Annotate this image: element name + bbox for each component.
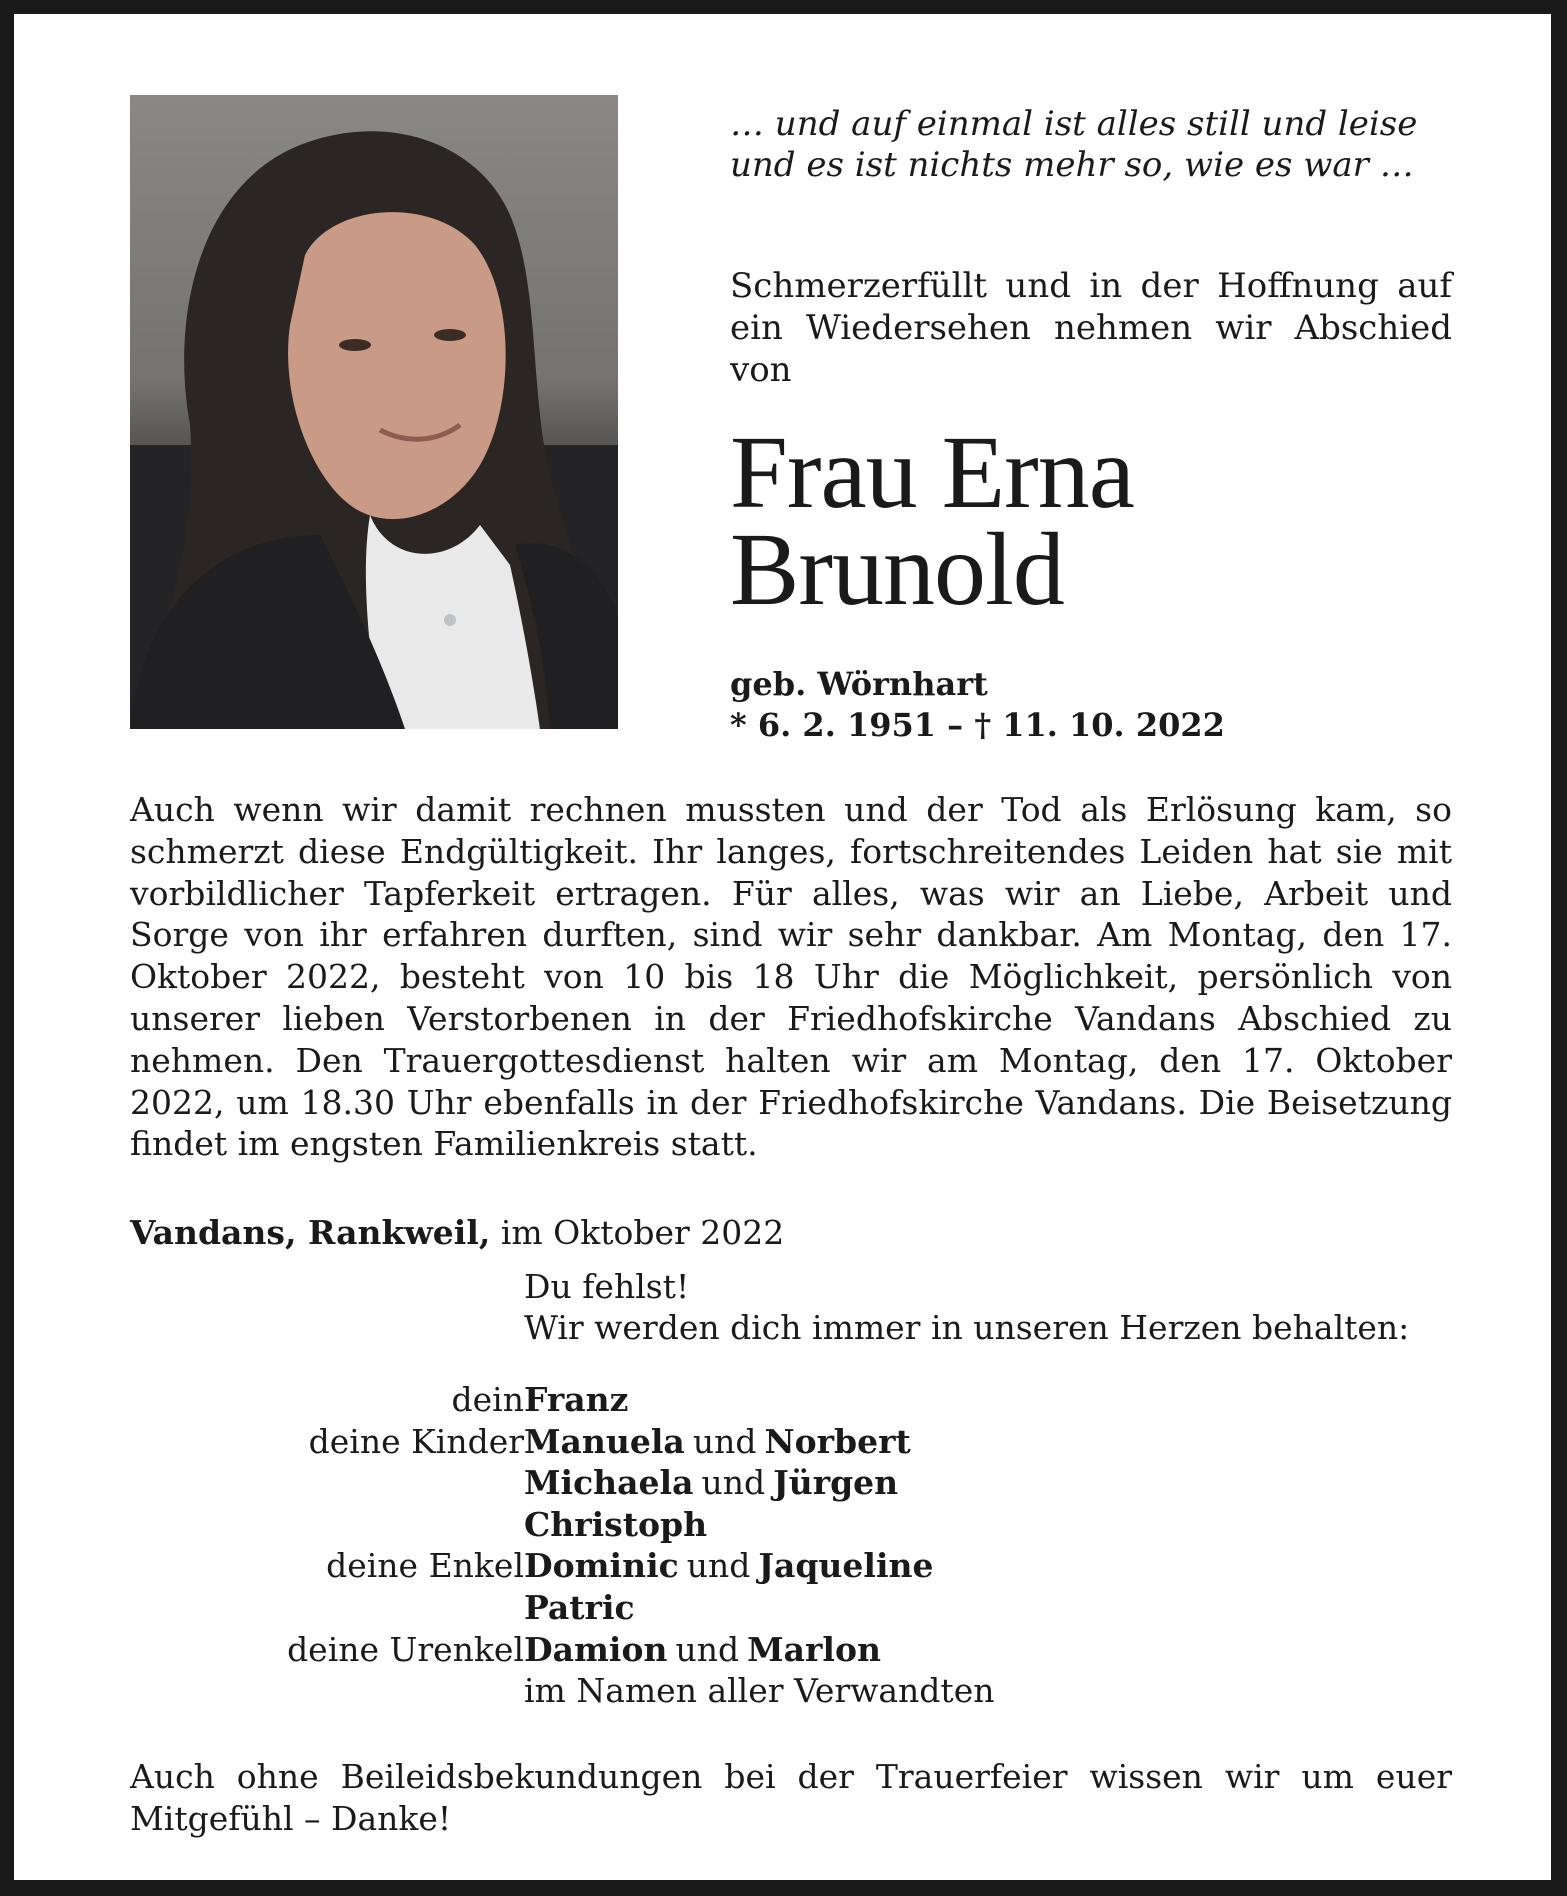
survivor-names: [524, 1587, 635, 1629]
survivor-row: [14, 1504, 1551, 1546]
poem-quote: [730, 104, 1417, 186]
survivor-relation: deine Urenkel: [287, 1629, 524, 1669]
farewell-text: [524, 1266, 1409, 1348]
survivor-name: Marlon: [747, 1629, 881, 1669]
birth-name: geb. Wörnhart: [730, 665, 988, 703]
poem-line-2: und es ist nichts mehr so, wie es war …: [730, 145, 1414, 185]
survivor-name: Franz: [524, 1380, 629, 1419]
survivor-row: [14, 1379, 1551, 1421]
portrait-photo-icon: [130, 95, 618, 729]
survivor-names: [524, 1504, 707, 1546]
survivor-names: [524, 1629, 881, 1671]
survivor-connector: und: [686, 1546, 751, 1586]
place-date: [130, 1212, 784, 1253]
life-dates: * 6. 2. 1951 – † 11. 10. 2022: [730, 706, 1225, 744]
survivor-names: [524, 1545, 933, 1587]
place-names: Vandans, Rankweil,: [130, 1213, 491, 1252]
survivor-connector: und: [675, 1629, 740, 1669]
deceased-name-line-1: Frau Erna: [730, 415, 1134, 530]
survivor-name: Jaqueline: [758, 1546, 934, 1586]
survivor-row: [14, 1421, 1551, 1463]
survivor-connector: und: [701, 1463, 766, 1503]
survivor-name: Dominic: [524, 1546, 679, 1586]
survivor-name: Patric: [524, 1587, 635, 1627]
closing-text: Auch ohne Beileidsbekundungen bei der Trauerfeier wissen wir um euer Mitgefühl – Danke!: [130, 1757, 1452, 1838]
birth-info: [730, 664, 1225, 746]
survivor-row: [14, 1545, 1551, 1587]
survivor-names: [524, 1421, 911, 1463]
place-month: im Oktober 2022: [490, 1213, 785, 1252]
body-text: Auch wenn wir damit rechnen mussten und der Tod als Erlösung kam, so schmerzt diese Endgültigkeit. Ihr langes, fortschreitendes Leiden hat sie mit vorbildlicher Tapferkeit ertragen. Für alles, was wir an Liebe, Arbeit und Sorge von ihr erfahren durften, sind wir sehr dankbar. Am Montag, den 17. Oktober 2022, besteht von 10 bis 18 Uhr die Möglichkeit, persönlich von unserer lieben Verstorbenen in der Friedhofskirche Vandans Abschied zu nehmen. Den Trauergottesdienst halten wir am Montag, den 17. Oktober 2022, um 18.30 Uhr ebenfalls in der Friedhofskirche Vandans. Die Beisetzung findet im engsten Familienkreis statt.: [130, 790, 1452, 1164]
intro-text: Schmerzerfüllt und in der Hoffnung auf ein Wiedersehen nehmen wir Abschied von: [730, 266, 1452, 390]
survivor-names: [524, 1379, 628, 1421]
survivor-name: Christoph: [524, 1504, 708, 1544]
survivors-footer: im Namen aller Verwandten: [524, 1671, 995, 1711]
survivor-row: [14, 1629, 1551, 1671]
survivors-list: [14, 1379, 1551, 1712]
farewell-line-1: Du fehlst!: [524, 1267, 690, 1306]
survivor-footer-row: [14, 1670, 1551, 1712]
survivor-connector: und: [692, 1421, 757, 1461]
survivor-name: Michaela: [524, 1463, 694, 1503]
survivor-relation: deine Enkel: [326, 1546, 524, 1586]
survivor-names: [524, 1462, 898, 1504]
survivor-name: Manuela: [524, 1421, 685, 1461]
survivor-name: Norbert: [764, 1421, 911, 1461]
survivor-row: [14, 1587, 1551, 1629]
poem-line-1: … und auf einmal ist alles still und leise: [730, 104, 1418, 144]
deceased-name-line-2: Brunold: [730, 512, 1064, 627]
survivor-relation: deine Kinder: [308, 1421, 524, 1461]
survivor-name: Jürgen: [773, 1463, 899, 1503]
survivor-name: Damion: [524, 1629, 668, 1669]
survivor-relation: dein: [451, 1380, 524, 1419]
obituary-card: [14, 14, 1551, 1880]
farewell-line-2: Wir werden dich immer in unseren Herzen behalten:: [524, 1308, 1410, 1347]
deceased-name: [730, 415, 1134, 627]
survivor-row: [14, 1462, 1551, 1504]
